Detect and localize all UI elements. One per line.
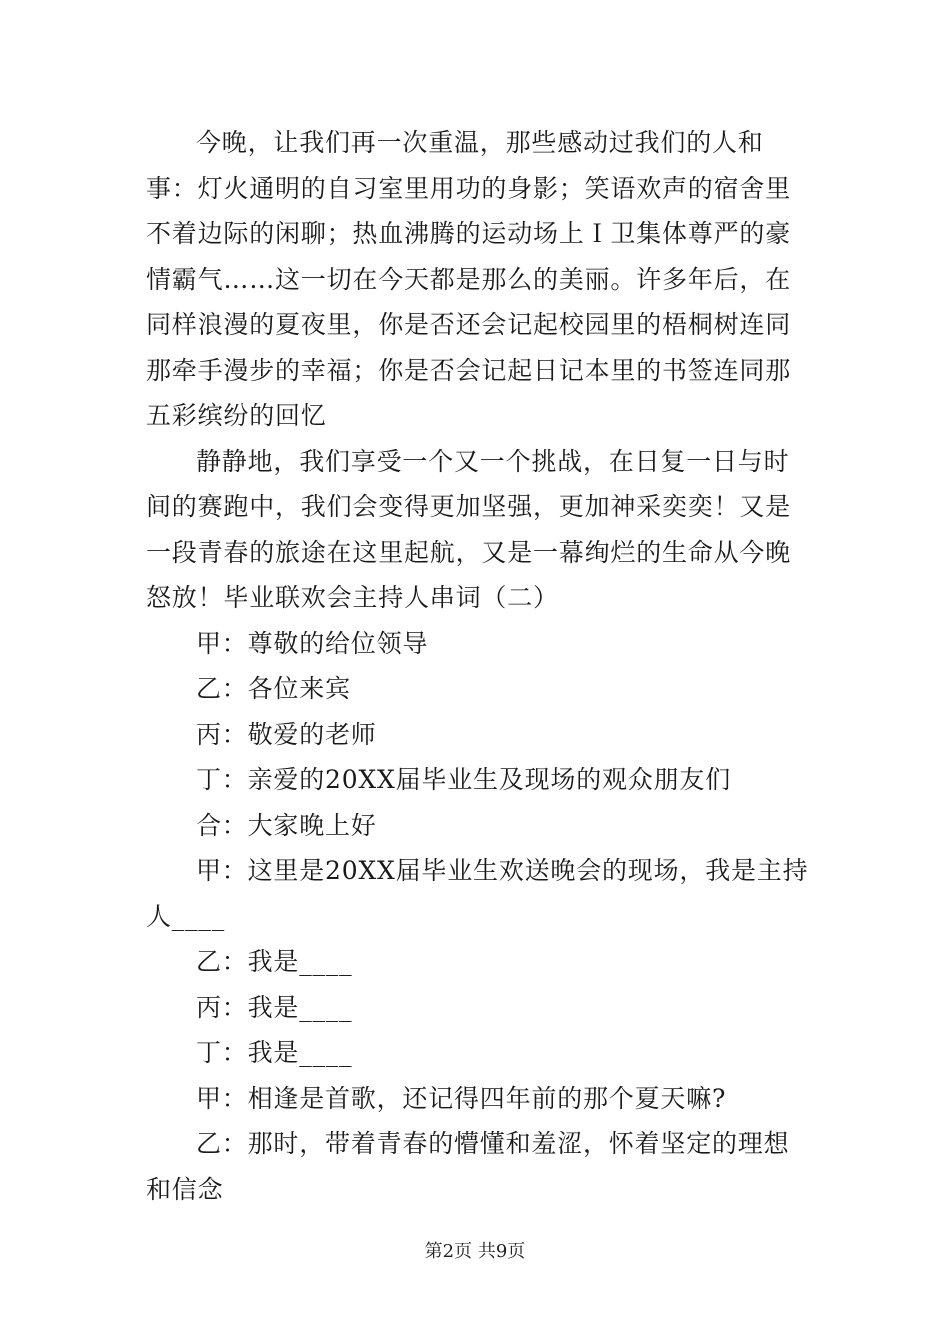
paragraph-challenge: 静静地，我们享受一个又一个挑战，在日复一日与时间的赛跑中，我们会变得更加坚强，更加神采奕奕！又是一段青春的旅途在这里起航，又是一幕绚烂的生命从今晚怒放！毕业联欢会主持人串词（二） — [146, 446, 792, 612]
line-jia-greeting: 甲：尊敬的给位领导 — [196, 628, 429, 658]
line-yi-intro: 乙：我是____ — [196, 947, 353, 976]
line-ding-intro: 丁：我是____ — [196, 1038, 353, 1067]
line-jia-song: 甲：相逢是首歌，还记得四年前的那个夏天嘛? — [196, 1083, 727, 1113]
page-number-footer: 第2页 共9页 — [424, 1241, 526, 1262]
line-jia-intro: 甲：这里是20XX届毕业生欢送晚会的现场，我是主持人____ — [146, 856, 809, 931]
line-he-greeting: 合：大家晚上好 — [196, 810, 377, 840]
line-bing-intro: 丙：我是____ — [196, 992, 353, 1022]
line-bing-greeting: 丙：敬爱的老师 — [196, 719, 377, 749]
paragraph-opening: 今晚，让我们再一次重温，那些感动过我们的人和事：灯火通明的自习室里用功的身影；笑语欢声的宿舍里不着边际的闲聊；热血沸腾的运动场上Ｉ卫集体尊严的豪情霸气……这一切在今天都是那么的美丽。许多年后，在同样浪漫的夏夜里，你是否还会记起校园里的梧桐树连同那牵手漫步的幸福；你是否会记起日记本里的书签连同那五彩缤纷的回忆 — [146, 128, 792, 430]
line-yi-memory: 乙：那时，带着青春的懵懂和羞涩，怀着坚定的理想和信念 — [146, 1129, 790, 1204]
line-yi-greeting: 乙：各位来宾 — [196, 674, 351, 703]
document-body — [146, 120, 812, 1212]
line-ding-greeting: 丁：亲爱的20XX届毕业生及现场的观众朋友们 — [196, 765, 732, 794]
